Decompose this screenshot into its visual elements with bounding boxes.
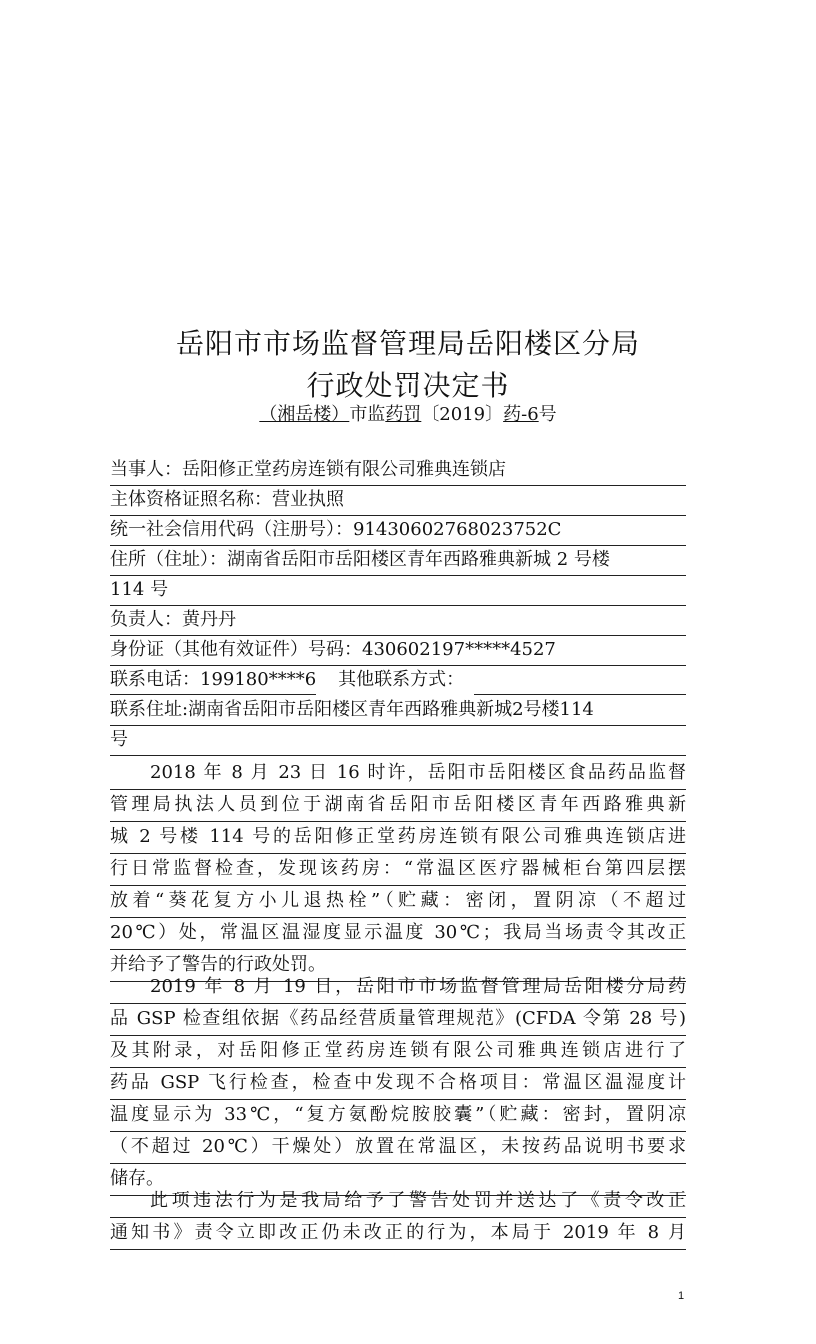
text-line: 放着“葵花复方小儿退热栓”（贮藏：密闭，置阴凉（不超过 xyxy=(110,886,686,918)
text-line: 行日常监督检查，发现该药房：“常温区医疗器械柜台第四层摆 xyxy=(110,854,686,886)
paragraph-1 xyxy=(110,758,686,982)
doc-number-mid: 市监 xyxy=(349,404,386,425)
cert-value: 营业执照 xyxy=(272,489,344,510)
text-line: 并给予了警告的行政处罚。 xyxy=(110,950,686,982)
address-value: 湖南省岳阳市岳阳楼区青年西路雅典新城 2 号楼 xyxy=(227,549,610,570)
text-line: 管理局执法人员到位于湖南省岳阳市岳阳楼区青年西路雅典新 xyxy=(110,790,686,822)
other-contact-label: 其他联系方式： xyxy=(338,669,465,690)
text-line: 2019 年 8 月 19 日，岳阳市市场监督管理局岳阳楼分局药 xyxy=(110,972,686,1004)
text-line: 储存。 xyxy=(110,1164,686,1196)
id-value: 430602197*****4527 xyxy=(362,639,556,660)
head-label: 负责人： xyxy=(110,609,182,630)
address-row-cont xyxy=(110,576,686,606)
head-value: 黄丹丹 xyxy=(182,609,236,630)
phone-segment xyxy=(110,666,316,695)
contact-address-value: 湖南省岳阳市岳阳楼区青年西路雅典新城2号楼114 xyxy=(188,699,594,720)
credit-label: 统一社会信用代码（注册号）： xyxy=(110,519,353,540)
paragraph-3 xyxy=(110,1186,686,1250)
text-line: 城 2 号楼 114 号的岳阳修正堂药房连锁有限公司雅典连锁店进 xyxy=(110,822,686,854)
party-info xyxy=(110,456,686,756)
address-value-cont: 114 号 xyxy=(110,579,169,600)
text-line: 温度显示为 33℃，“复方氨酚烷胺胶囊”（贮藏：密封，置阴凉 xyxy=(110,1100,686,1132)
text-line: 品 GSP 检查组依据《药品经营质量管理规范》(CFDA 令第 28 号) xyxy=(110,1004,686,1036)
other-contact-blank xyxy=(474,666,686,695)
party-name: 岳阳修正堂药房连锁有限公司雅典连锁店 xyxy=(182,459,506,480)
doc-number xyxy=(0,400,816,426)
party-name-label: 当事人： xyxy=(110,459,182,480)
text-line: 通知书》责令立即改正仍未改正的行为，本局于 2019 年 8 月 xyxy=(110,1218,686,1250)
head-row xyxy=(110,606,686,636)
cert-label: 主体资格证照名称： xyxy=(110,489,272,510)
doc-number-seq: 药-6 xyxy=(503,404,539,425)
text-line: 此项违法行为是我局给予了警告处罚并送达了《责令改正 xyxy=(110,1186,686,1218)
contact-address-row-cont xyxy=(110,726,686,756)
doc-title-line2: 行政处罚决定书 xyxy=(306,369,510,402)
credit-row xyxy=(110,516,686,546)
contact-address-value-cont: 号 xyxy=(110,729,128,750)
text-line: 2018 年 8 月 23 日 16 时许，岳阳市岳阳楼区食品药品监督 xyxy=(110,758,686,790)
text-line: 药品 GSP 飞行检查，检查中发现不合格项目：常温区温湿度计 xyxy=(110,1068,686,1100)
doc-number-drug: 药罚 xyxy=(385,404,422,425)
doc-number-year: 〔2019〕 xyxy=(421,404,504,425)
id-row xyxy=(110,636,686,666)
id-label: 身份证（其他有效证件）号码： xyxy=(110,639,362,660)
phone-label: 联系电话： xyxy=(110,669,200,690)
address-label: 住所（住址）： xyxy=(110,549,227,570)
paragraph-2 xyxy=(110,972,686,1196)
doc-number-prefix: （湘岳楼） xyxy=(259,404,350,425)
cert-row xyxy=(110,486,686,516)
text-line: 及其附录，对岳阳修正堂药房连锁有限公司雅典连锁店进行了 xyxy=(110,1036,686,1068)
contact-address-row xyxy=(110,696,686,726)
credit-value: 91430602768023752C xyxy=(353,519,562,540)
doc-number-suffix: 号 xyxy=(538,404,557,425)
text-line: （不超过 20℃）干燥处）放置在常温区，未按药品说明书要求 xyxy=(110,1132,686,1164)
phone-value: 199180****6 xyxy=(200,669,317,690)
text-line: 20℃）处，常温区温湿度显示温度 30℃；我局当场责令其改正 xyxy=(110,918,686,950)
party-name-row xyxy=(110,456,686,486)
page-number: 1 xyxy=(678,1290,685,1302)
address-row xyxy=(110,546,686,576)
contact-address-label: 联系住址: xyxy=(110,699,189,720)
phone-row xyxy=(110,666,686,696)
doc-title-line1: 岳阳市市场监督管理局岳阳楼区分局 xyxy=(175,327,640,360)
